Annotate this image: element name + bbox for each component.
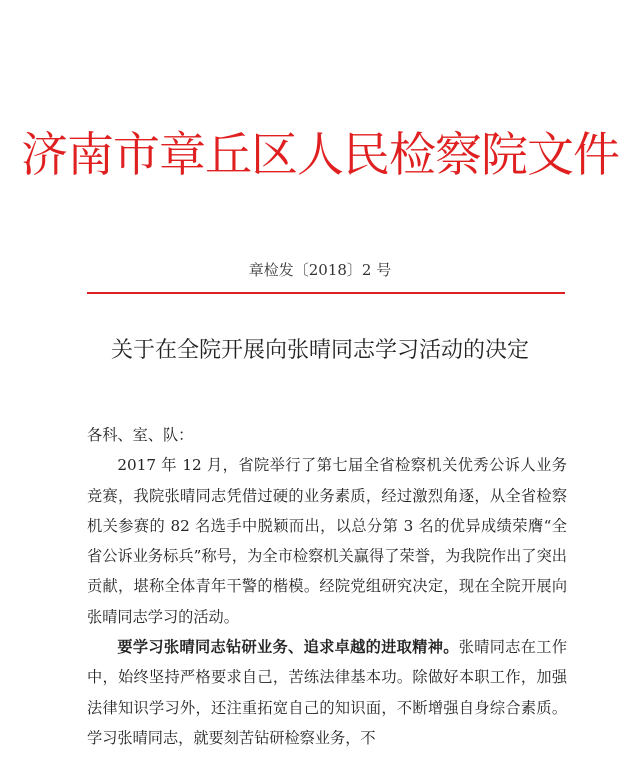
- body-paragraph-1: [87, 450, 567, 632]
- document-subject: 关于在全院开展向张晴同志学习活动的决定: [110, 338, 529, 363]
- document-number: 章检发〔2018〕2 号: [248, 261, 392, 279]
- document-body: [87, 420, 567, 753]
- body-paragraph-2: [87, 632, 567, 753]
- document-header-title: 济南市章丘区人民检察院文件: [21, 128, 619, 183]
- paragraph-2-text: 张晴同志在工作中，始终坚持严格要求自己，苦练法律基本功。除做好本职工作，加强法律知识学习外，还注重拓宽自己的知识面，不断增强自身综合素质。学习张晴同志，就要刻苦钻研检察业务，不: [87, 638, 568, 747]
- paragraph-1-text: 2017 年 12 月，省院举行了第七届全省检察机关优秀公诉人业务竞赛，我院张晴同志凭借过硬的业务素质，经过激烈角逐，从全省检察机关参赛的 82 名选手中脱颖而出，以总分第 3 名的优异成绩荣膺“全省公诉业务标兵”称号，为全市检察机关赢得了荣誉，为我院作出了突出贡献，堪称全体青年干警的楷模。经院党组研究决定，现在全院开展向张晴同志学习的活动。: [87, 456, 567, 626]
- paragraph-2-lead: 要学习张晴同志钻研业务、追求卓越的进取精神。: [117, 638, 459, 657]
- salutation: 各科、室、队：: [87, 426, 194, 444]
- red-divider-line: [87, 292, 565, 294]
